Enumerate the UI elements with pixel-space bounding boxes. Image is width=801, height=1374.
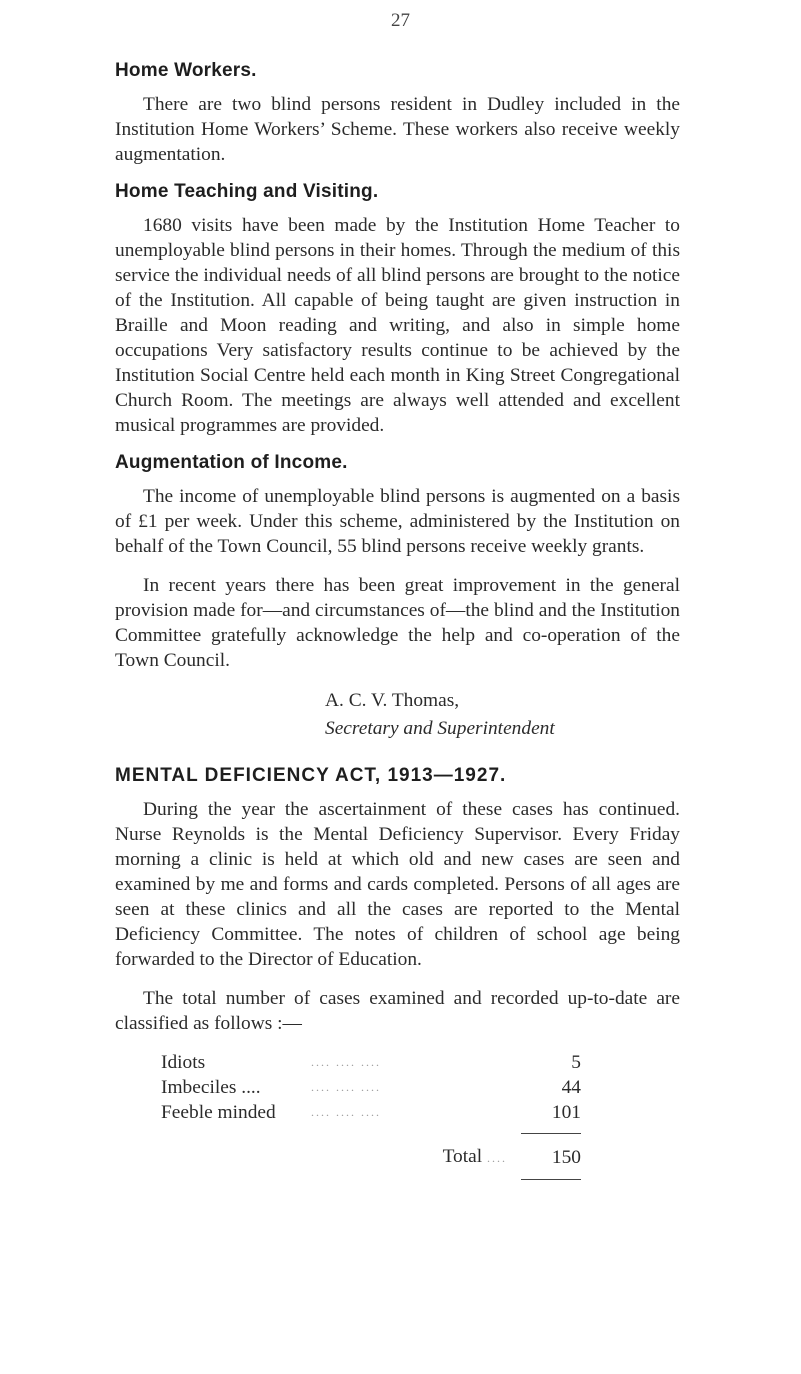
case-value: 44 <box>561 1077 581 1098</box>
leader-dots: .... .... .... <box>311 1080 381 1094</box>
mental-deficiency-paragraph-1: During the year the ascertainment of these cases has continued. Nurse Reynolds is the Mental Deficiency Supervisor. Every Friday morning a clinic is held at which old and new cases are seen and examined by me and forms and cards completed. Persons of all ages are seen at these clinics and all the cases are reported to the Mental Deficiency Committee. The notes of children of school age being forwarded to the Director of Education. <box>115 799 680 970</box>
total-row <box>161 1134 581 1171</box>
total-rule <box>521 1179 581 1180</box>
total-leader-dots: .... <box>487 1151 507 1165</box>
home-workers-paragraph: There are two blind persons resident in Dudley included in the Institution Home Workers’ Scheme. These workers also receive weekly augmentation. <box>115 94 680 165</box>
page-number: 27 <box>391 10 410 31</box>
signature-name: A. C. V. Thomas, <box>325 690 460 711</box>
signature-title: Secretary and Superintendent <box>325 718 555 739</box>
total-label: Total <box>442 1146 483 1167</box>
heading-home-workers: Home Workers. <box>115 60 257 81</box>
heading-augmentation: Augmentation of Income. <box>115 452 348 473</box>
case-value: 5 <box>571 1052 581 1073</box>
heading-home-teaching: Home Teaching and Visiting. <box>115 181 379 202</box>
rule-row <box>161 1171 581 1180</box>
page-content <box>115 60 680 1180</box>
home-teaching-paragraph: 1680 visits have been made by the Institution Home Teacher to unemployable blind persons in their homes. Through the medium of this service the individual needs of all blind persons are brought to the notice of the Institution. All capable of being taught are given instruction in Braille and Moon reading and writing, and also in simple home occupations Very satisfactory results continue to be achieved by the Institution Social Centre held each month in King Street Congregational Church Room. The meetings are always well attended and excellent musical programmes are provided. <box>115 215 680 436</box>
rule-row <box>161 1125 581 1134</box>
table-row <box>161 1075 581 1100</box>
case-label: Imbeciles .... <box>161 1077 261 1098</box>
cases-table <box>161 1050 581 1180</box>
leader-dots: .... .... .... <box>311 1055 381 1069</box>
table-row <box>161 1050 581 1075</box>
heading-mental-deficiency: MENTAL DEFICIENCY ACT, 1913—1927. <box>115 765 507 786</box>
mental-deficiency-paragraph-2: The total number of cases examined and recorded up-to-date are classified as follows :— <box>115 988 680 1034</box>
total-value: 150 <box>551 1147 581 1168</box>
case-value: 101 <box>551 1102 581 1123</box>
case-label: Idiots <box>161 1052 206 1073</box>
augmentation-paragraph-1: The income of unemployable blind persons is augmented on a basis of £1 per week. Under this scheme, administered by the Institution on behalf of the Town Council, 55 blind persons receive weekly grants. <box>115 486 680 557</box>
table-row <box>161 1100 581 1125</box>
augmentation-paragraph-2: In recent years there has been great improvement in the general provision made for—and circumstances of—the blind and the Institution Committee gratefully acknowledge the help and co-operation of the Town Council. <box>115 575 680 671</box>
leader-dots: .... .... .... <box>311 1105 381 1119</box>
case-label: Feeble minded <box>161 1102 276 1123</box>
